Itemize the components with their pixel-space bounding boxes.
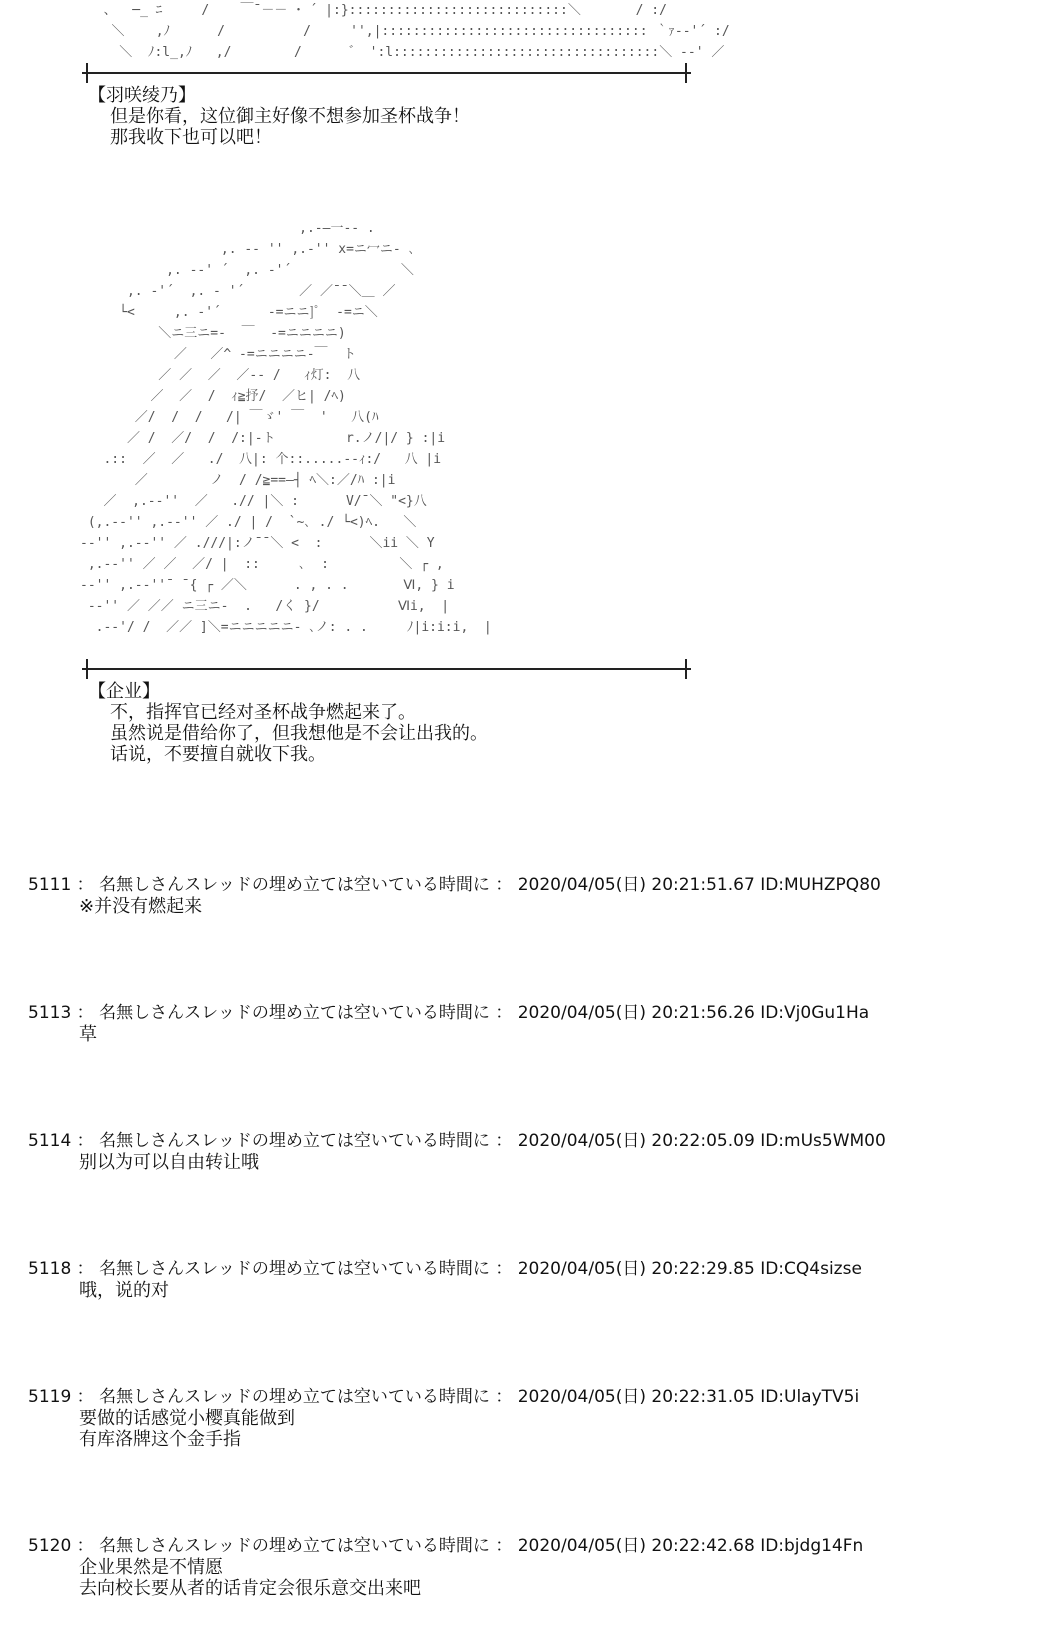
poster-id: ID:UlayTV5i bbox=[760, 1387, 860, 1407]
post-header: 5114 ： 名無しさんスレッドの埋め立ては空いている時間に ： 2020/04/05(日) 20:22:05.09 ID:mUs5WM00 bbox=[28, 1131, 886, 1151]
separator-tick-right bbox=[685, 63, 687, 83]
speaker-name: 【企业】 bbox=[88, 681, 160, 702]
post-number: 5113 bbox=[28, 1003, 72, 1023]
post-body-line: 别以为可以自由转让哦 bbox=[79, 1152, 259, 1173]
poster-id: ID:mUs5WM00 bbox=[760, 1131, 886, 1151]
dialog-block bbox=[88, 85, 470, 148]
thread-post bbox=[28, 1536, 863, 1599]
separator-line bbox=[82, 72, 691, 74]
thread-post bbox=[28, 1259, 862, 1301]
thread-post bbox=[28, 1131, 886, 1173]
post-date: 2020/04/05(日) 20:22:05.09 bbox=[517, 1131, 755, 1151]
post-date: 2020/04/05(日) 20:22:42.68 bbox=[517, 1536, 755, 1556]
poster-name: 名無しさんスレッドの埋め立ては空いている時間に bbox=[99, 1259, 490, 1279]
dialog-line: 那我收下也可以吧！ bbox=[110, 127, 272, 148]
post-header: 5111 ： 名無しさんスレッドの埋め立ては空いている時間に ： 2020/04/05(日) 20:21:51.67 ID:MUHZPQ80 bbox=[28, 875, 881, 895]
dialog-line: 虽然说是借给你了，但我想他是不会让出我的。 bbox=[110, 723, 488, 744]
poster-id: ID:CQ4sizse bbox=[760, 1259, 862, 1279]
post-number: 5114 bbox=[28, 1131, 72, 1151]
post-body-line: 企业果然是不情愿 bbox=[79, 1557, 223, 1578]
post-number: 5119 bbox=[28, 1387, 72, 1407]
poster-id: ID:MUHZPQ80 bbox=[760, 875, 881, 895]
poster-id: ID:bjdg14Fn bbox=[760, 1536, 864, 1556]
ascii-art-top: 、 ─_ ﾆ / ￣¯－－ ･ ´ |:}::::::::::::::::::::::::::::＼ / :/ ＼ ,ﾉ / / '',|:::::::::::::::::::::::::::::::::: ｀ｧ-‐'´ :/ ＼ ﾉ:l_,ﾉ ,/ / ゛ ':l::::::::::::::::::::::::::::::::::＼ -‐' ／ bbox=[103, 3, 730, 60]
dialog-line: 不，指挥官已经对圣杯战争燃起来了。 bbox=[110, 702, 416, 723]
post-body-line: ※并没有燃起来 bbox=[79, 896, 203, 917]
separator-tick-left bbox=[86, 659, 88, 679]
ascii-art-character: ,.-―一-‐ . ,. -‐ '' ,.-'' x=ニ冖ニ- ､ ,. -‐' ´ ,. ‐'´ ＼ ,. ‐'´ ,. ‐ '´ ／ ／¯¯＼＿ ／ └< ,. ‐'´ -=ニニ]ﾟ -=ニ＼ ＼ニ三ニ=- ￣ -=ニニニニ) ／ ／^ -=ニニニニ-￣ ト ／ ／ ／ ／-- / ｨ灯: 八 ／ ／ / ｨ≧抒/ ／ヒ| /ﾍ) ／/ / / /| ￣ゞ' ￣ ' 八(ﾊ ／ / ／/ / /:|-ト r.ノ/|/ } :|i .:: ／ ／ ./ 八|: 个::.....--ｨ:/ 八 |i ／ ノ / /≧==―┤ ﾍ＼:／/ﾊ :|i ／ ,.-‐'' ／ .// |＼ : V/¯＼ "<}八 (,.-‐'' ,.-‐'' ／ ./ | / `~､ ./ └<)ﾍ. ＼ -‐'' ,.-‐'' ／ .///|:ノ¯¯＼ < : ＼ii ＼ Y ,.-‐'' ／ ／ ／/ | :: ､ : ＼ ┌ , -‐'' ,.-‐''¯ ¯{ ┌ ／＼ . , . . Ⅵ, } i -‐'' ／ ／／ ニ三ニ- . /く }/ Ⅵi, | .-‐'/ / ／／ ]＼=ニニニニニ- ､ノ: . . ﾉ|i:i:i, | bbox=[80, 221, 492, 635]
speaker-name: 【羽咲绫乃】 bbox=[88, 85, 196, 106]
post-header: 5120 ： 名無しさんスレッドの埋め立ては空いている時間に ： 2020/04/05(日) 20:22:42.68 ID:bjdg14Fn bbox=[28, 1536, 864, 1556]
thread-post bbox=[28, 1387, 859, 1450]
post-date: 2020/04/05(日) 20:22:29.85 bbox=[517, 1259, 755, 1279]
post-body-line: 哦，说的对 bbox=[79, 1280, 169, 1301]
post-date: 2020/04/05(日) 20:22:31.05 bbox=[517, 1387, 755, 1407]
thread-post bbox=[28, 875, 881, 917]
separator-tick-left bbox=[86, 63, 88, 83]
dialog-block bbox=[88, 681, 488, 765]
post-header: 5113 ： 名無しさんスレッドの埋め立ては空いている時間に ： 2020/04/05(日) 20:21:56.26 ID:Vj0Gu1Ha bbox=[28, 1003, 870, 1023]
post-body-line: 草 bbox=[79, 1024, 97, 1045]
post-body-line: 要做的话感觉小樱真能做到 bbox=[79, 1408, 295, 1429]
poster-name: 名無しさんスレッドの埋め立ては空いている時間に bbox=[99, 875, 490, 895]
post-date: 2020/04/05(日) 20:21:51.67 bbox=[517, 875, 755, 895]
poster-name: 名無しさんスレッドの埋め立ては空いている時間に bbox=[99, 1536, 490, 1556]
separator-tick-right bbox=[685, 659, 687, 679]
dialog-line: 但是你看，这位御主好像不想参加圣杯战争！ bbox=[110, 106, 470, 127]
post-body-line: 去向校长要从者的话肯定会很乐意交出来吧 bbox=[79, 1578, 421, 1599]
dialog-line: 话说，不要擅自就收下我。 bbox=[110, 744, 326, 765]
poster-name: 名無しさんスレッドの埋め立ては空いている時間に bbox=[99, 1131, 490, 1151]
post-header: 5118 ： 名無しさんスレッドの埋め立ては空いている時間に ： 2020/04/05(日) 20:22:29.85 ID:CQ4sizse bbox=[28, 1259, 862, 1279]
separator-line bbox=[82, 668, 691, 670]
post-date: 2020/04/05(日) 20:21:56.26 bbox=[517, 1003, 755, 1023]
post-number: 5118 bbox=[28, 1259, 72, 1279]
poster-id: ID:Vj0Gu1Ha bbox=[760, 1003, 870, 1023]
post-body-line: 有库洛牌这个金手指 bbox=[79, 1429, 241, 1450]
poster-name: 名無しさんスレッドの埋め立ては空いている時間に bbox=[99, 1387, 490, 1407]
post-number: 5111 bbox=[28, 875, 72, 895]
thread-post bbox=[28, 1003, 869, 1045]
post-number: 5120 bbox=[28, 1536, 72, 1556]
post-header: 5119 ： 名無しさんスレッドの埋め立ては空いている時間に ： 2020/04/05(日) 20:22:31.05 ID:UlayTV5i bbox=[28, 1387, 860, 1407]
poster-name: 名無しさんスレッドの埋め立ては空いている時間に bbox=[99, 1003, 490, 1023]
